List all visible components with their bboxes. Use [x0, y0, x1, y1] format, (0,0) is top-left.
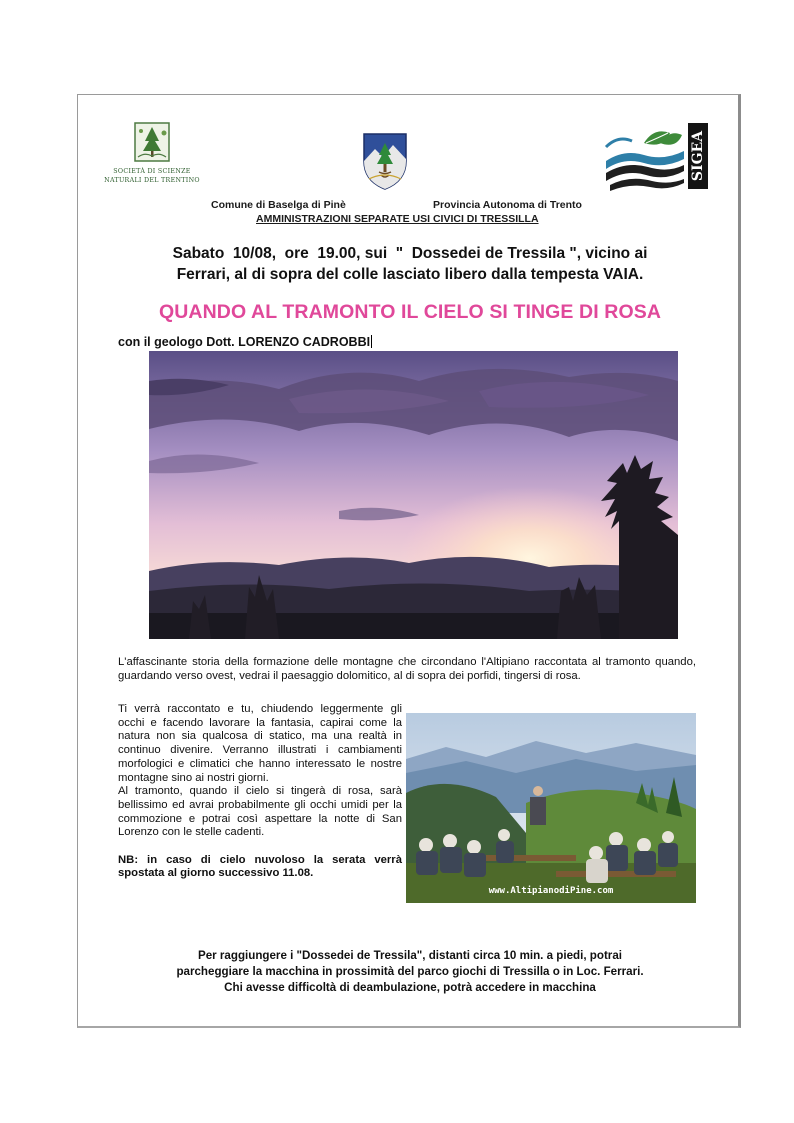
sigea-wave-leaf-icon — [604, 121, 712, 191]
comune-label: Comune di Baselga di Pinè — [211, 199, 346, 211]
body-paragraph-3: Al tramonto, quando il cielo si tingerà di rosa, sarà bellissimo ed avrai probabilmente gli occhi umidi per la commozione e potrai così aspettare la notte di San Lorenzo con le stelle cadenti. — [118, 785, 402, 839]
intro-line-1: Sabato 10/08, ore 19.00, sui " Dossedei de Tressila ", vicino ai — [172, 245, 648, 262]
flyer-page — [77, 94, 741, 1028]
speaker-text: con il geologo Dott. LORENZO CADROBBI — [118, 335, 371, 349]
event-intro — [86, 243, 734, 285]
footer-line-1: Per raggiungere i "Dossedei de Tressila", distanti circa 10 min. a piedi, potrai — [197, 949, 622, 962]
intro-line-2: Ferrari, al di sopra del colle lasciato libero dalla tempesta VAIA. — [176, 266, 644, 283]
municipal-crest-icon — [361, 131, 409, 191]
sigea-logo — [604, 121, 712, 191]
mountain-audience-image — [406, 713, 696, 903]
sigea-label: SIGEA — [690, 130, 706, 182]
sstn-tagline-line1: SOCIETÀ DI SCIENZE — [113, 168, 191, 175]
text-cursor — [371, 335, 372, 348]
event-title: QUANDO AL TRAMONTO IL CIELO SI TINGE DI ROSA — [158, 301, 662, 323]
sunset-landscape-image — [149, 351, 678, 639]
amministrazioni-label: AMMINISTRAZIONI SEPARATE USI CIVICI DI TRESSILLA — [256, 213, 539, 225]
sstn-logo — [104, 121, 200, 185]
audience-photo — [406, 713, 696, 903]
provincia-label: Provincia Autonoma di Trento — [433, 199, 582, 211]
footer-line-3: Chi avesse difficoltà di deambulazione, potrà accedere in macchina — [224, 981, 596, 994]
nb-notice: NB: in caso di cielo nuvoloso la serata verrà spostata al giorno successivo 11.08. — [118, 853, 402, 880]
body-column — [118, 703, 402, 881]
photo-watermark: www.AltipianodiPine.com — [488, 886, 614, 896]
footer-line-2: parcheggiare la macchina in prossimità del parco giochi di Tressilla o in Loc. Ferrari. — [176, 965, 644, 978]
sstn-tagline-line2: NATURALI DEL TRENTINO — [104, 177, 200, 184]
nature-society-emblem-icon — [133, 121, 171, 163]
speaker-line — [118, 335, 372, 349]
body-paragraph-2: Ti verrà raccontato e tu, chiudendo leggermente gli occhi e facendo lavorare la fantasia, capirai come la natura non sia qualcosa di statico, ma una realtà in continuo divenire. Verranno illustrati i cambiamenti morfologici e climatici che hanno interessato le nostre montagne sino ai nostri giorni. — [118, 703, 402, 784]
directions-footer — [78, 948, 742, 996]
body-paragraph-1: L'affascinante storia della formazione delle montagne che circondano l'Altipiano raccontata al tramonto quando, guardando verso ovest, vedrai il paesaggio dolomitico, al di sopra dei porfidi, tingersi di rosa. — [118, 656, 696, 682]
baselga-crest — [361, 131, 409, 191]
sunset-photo — [149, 351, 678, 639]
